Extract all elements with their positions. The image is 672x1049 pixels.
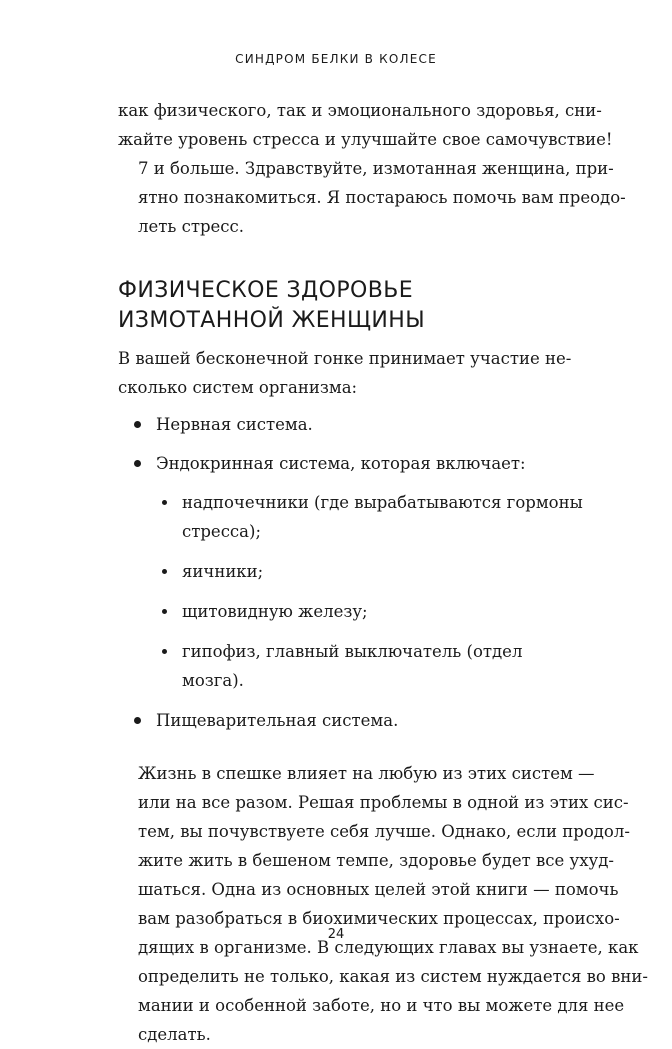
page-content [118,96,648,1049]
list-item-nervous: Нервная система. [118,410,586,439]
heading-line: ИЗМОТАННОЙ ЖЕНЩИНЫ [118,308,426,333]
sublist-item-adrenals: надпочечники (где вырабатываются гормоны стресса); [156,488,586,546]
page-number: 24 [327,927,345,942]
text-line: сколько систем организма: [118,378,358,397]
endocrine-sublist [156,488,586,695]
list-item-endocrine: Эндокринная система, которая включает: надпочечники (где вырабатываются гормоны стресса); яичники; щитовидную железу; гипофиз, главный выключатель (отдел мозга). [118,449,586,695]
paragraph-continuation [118,96,613,154]
text-line: В вашей бесконечной гонке принимает участие не- [118,349,572,368]
text-line: Жизнь в спешке влияет на любую из этих систем — [138,764,595,783]
list-item-digestive: Пищеварительная система. [118,706,586,735]
text-line: как физического, так и эмоционального здоровья, сни- [118,101,602,120]
paragraph-closing [118,759,648,1049]
text-line: жите жить в бешеном темпе, здоровье будет все ухуд- [138,851,614,870]
heading-line: ФИЗИЧЕСКОЕ ЗДОРОВЬЕ [118,278,414,303]
text-line: вам разобраться в биохимических процессах, происхо- [138,909,620,928]
text-line: или на все разом. Решая проблемы в одной из этих сис- [138,793,629,812]
section-heading [118,276,586,336]
text-line: мании и особенной заботе, но и что вы можете для нее [138,996,625,1015]
text-line: ятно познакомиться. Я постараюсь помочь вам преодо- [138,188,626,207]
text-line: тем, вы почувствуете себя лучше. Однако, если продол- [138,822,630,841]
text-line: определить не только, какая из систем нуждается во вни- [138,967,648,986]
body-systems-list [118,410,586,735]
running-header: СИНДРОМ БЕЛКИ В КОЛЕСЕ [235,52,437,66]
paragraph-score-7 [118,154,626,241]
text-line: сделать. [138,1025,211,1044]
text-line: леть стресс. [138,217,245,236]
section-intro [118,344,586,402]
sublist-item-ovaries: яичники; [156,557,586,586]
sublist-item-thyroid: щитовидную железу; [156,597,586,626]
text-line: шаться. Одна из основных целей этой книги — помочь [138,880,619,899]
text-line: 7 и больше. Здравствуйте, измотанная женщина, при- [138,159,614,178]
text-line: дящих в организме. В следующих главах вы узнаете, как [138,938,639,957]
sublist-item-pituitary: гипофиз, главный выключатель (отдел мозга). [156,637,586,695]
text-line: жайте уровень стресса и улучшайте свое самочувствие! [118,130,613,149]
